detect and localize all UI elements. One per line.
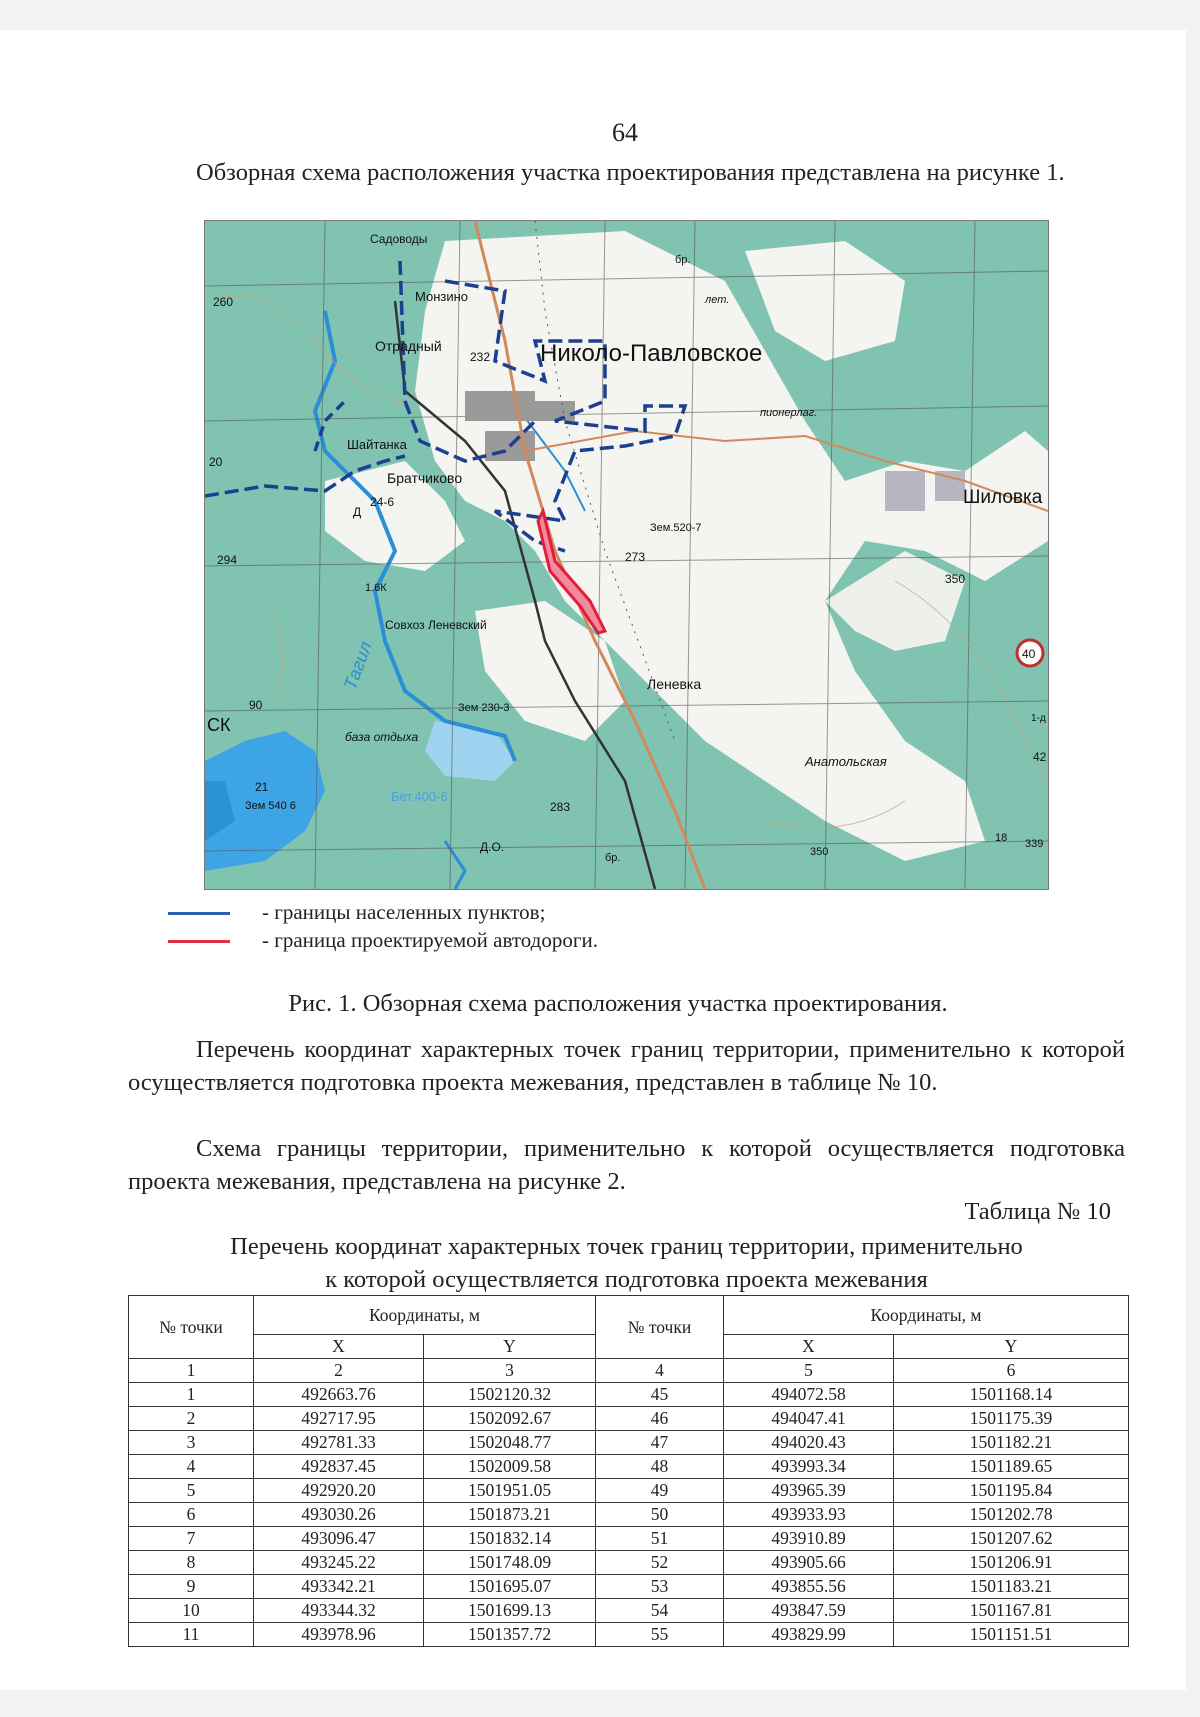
table-cell: 1501151.51 [894,1623,1129,1647]
label-zem2303: Зем 230-3 [458,702,510,714]
document-page [0,30,1186,1690]
table-cell: 493030.26 [254,1503,424,1527]
label-21: 21 [255,780,269,794]
table-cell: 493965.39 [724,1479,894,1503]
table-cell: 1502092.67 [424,1407,596,1431]
table-cell: 52 [596,1551,724,1575]
label-90: 90 [249,698,263,712]
table-cell: 493829.99 [724,1623,894,1647]
label-otradny: Отрадный [375,338,442,354]
table-cell: 9 [129,1575,254,1599]
table-cell: 3 [129,1431,254,1455]
table-cell: 54 [596,1599,724,1623]
label-273: 273 [625,550,646,564]
column-number: 1 [129,1359,254,1383]
table-cell: 6 [129,1503,254,1527]
table-cell: 47 [596,1431,724,1455]
page-number: 64 [612,118,638,147]
table-row [129,1623,1129,1647]
table-cell: 8 [129,1551,254,1575]
header-point-number: № точки [596,1296,724,1359]
intro-paragraph: Обзорная схема расположения участка проектирования представлена на рисунке 1. [196,159,1065,186]
label-shaitanka: Шайтанка [347,437,407,452]
table-cell: 10 [129,1599,254,1623]
table-cell: 1501873.21 [424,1503,596,1527]
label-bp2: бр. [605,852,621,864]
table-cell: 493855.56 [724,1575,894,1599]
coordinates-table-body [129,1383,1129,1647]
paragraph-figure-reference: Схема границы территории, применительно к которой осуществляется подготовка проекта межевания, представлена на рисунке 2. [128,1135,1125,1195]
table-cell: 492717.95 [254,1407,424,1431]
legend-text: - границы населенных пунктов; [262,900,546,924]
label-do: Д.О. [480,840,505,854]
table-cell: 493993.34 [724,1455,894,1479]
table-cell: 1501832.14 [424,1527,596,1551]
label-42: 42 [1033,750,1047,764]
overview-map [204,220,1049,890]
table-cell: 4 [129,1455,254,1479]
label-shilovka: Шиловка [963,487,1043,508]
column-number: 3 [424,1359,596,1383]
table-cell: 11 [129,1623,254,1647]
table-cell: 45 [596,1383,724,1407]
table-cell: 50 [596,1503,724,1527]
header-y: Y [894,1335,1129,1359]
label-246: 24-6 [370,495,395,509]
label-350b: 350 [810,846,829,858]
table-row [129,1551,1129,1575]
table-cell: 51 [596,1527,724,1551]
table-cell: 1501202.78 [894,1503,1129,1527]
paragraph-table-reference: Перечень координат характерных точек границ территории, применительно к которой осуществляется подготовка проекта межевания, представлен в таблице № 10. [128,1036,1125,1096]
header-coordinates: Координаты, м [254,1296,596,1335]
table-row [129,1503,1129,1527]
table-cell: 1501357.72 [424,1623,596,1647]
label-260: 260 [213,295,234,309]
header-x: X [254,1335,424,1359]
label-pionerlag: пионерлаг. [760,407,818,419]
table-cell: 1501207.62 [894,1527,1129,1551]
label-20: 20 [209,455,223,469]
table-cell: 492663.76 [254,1383,424,1407]
label-nikolo-pavlovskoe: Николо-Павловское [540,340,763,367]
table-cell: 492837.45 [254,1455,424,1479]
table-cell: 493344.32 [254,1599,424,1623]
table-cell: 1501182.21 [894,1431,1129,1455]
label-bratchikovo: Братчиково [387,470,463,486]
table-cell: 1501699.13 [424,1599,596,1623]
label-350: 350 [945,572,966,586]
column-number: 6 [894,1359,1129,1383]
table-cell: 55 [596,1623,724,1647]
table-cell: 492781.33 [254,1431,424,1455]
table-title [128,1230,1125,1296]
table-row [129,1383,1129,1407]
label-bp1: бр. [675,254,691,266]
table-row [129,1599,1129,1623]
table-cell: 1501167.81 [894,1599,1129,1623]
legend-text: - граница проектируемой автодороги. [262,928,598,952]
header-x: X [724,1335,894,1359]
label-1d: 1-д [1031,713,1046,724]
table-title-line: к которой осуществляется подготовка проекта межевания [325,1266,928,1293]
figure-caption: Рис. 1. Обзорная схема расположения участка проектирования. [288,990,948,1017]
table-cell: 493910.89 [724,1527,894,1551]
header-point-number: № точки [129,1296,254,1359]
label-monzino: Монзино [415,289,469,304]
table-row [129,1431,1129,1455]
table-cell: 494020.43 [724,1431,894,1455]
label-anatolskaya: Анатольская [805,754,887,769]
table-cell: 1501189.65 [894,1455,1129,1479]
legend-red-line [168,940,230,943]
table-cell: 1502120.32 [424,1383,596,1407]
table-cell: 494072.58 [724,1383,894,1407]
label-zem5406: Зем 540 6 [245,800,296,812]
legend-blue-line [168,912,230,915]
table-cell: 1501195.84 [894,1479,1129,1503]
table-cell: 1501206.91 [894,1551,1129,1575]
table-row [129,1527,1129,1551]
label-baza: база отдыха [345,730,419,744]
table-cell: 1502048.77 [424,1431,596,1455]
table-cell: 493245.22 [254,1551,424,1575]
label-let: лет. [705,294,730,306]
table-cell: 46 [596,1407,724,1431]
label-18: 18 [995,832,1008,844]
table-cell: 49 [596,1479,724,1503]
table-row [129,1455,1129,1479]
label-lenevka: Леневка [647,676,702,692]
column-number-row [129,1359,1129,1383]
label-sk: СК [207,715,231,735]
label-339: 339 [1025,838,1044,850]
coordinates-table [128,1295,1129,1647]
header-coordinates: Координаты, м [724,1296,1129,1335]
table-row [129,1575,1129,1599]
table-cell: 1501695.07 [424,1575,596,1599]
label-283: 283 [550,800,571,814]
table-row [129,1479,1129,1503]
header-y: Y [424,1335,596,1359]
table-label: Таблица № 10 [964,1198,1111,1225]
label-40: 40 [1022,647,1036,661]
table-cell: 1501175.39 [894,1407,1129,1431]
label-232: 232 [470,350,491,364]
label-tagil: Тагил [339,638,376,693]
table-cell: 1502009.58 [424,1455,596,1479]
table-cell: 48 [596,1455,724,1479]
table-cell: 53 [596,1575,724,1599]
label-294: 294 [217,553,238,567]
table-cell: 493847.59 [724,1599,894,1623]
label-d: Д [353,505,362,519]
label-bet4006: Бет.400-6 [391,789,448,804]
table-cell: 5 [129,1479,254,1503]
table-cell: 493978.96 [254,1623,424,1647]
table-title-line: Перечень координат характерных точек границ территории, применительно [230,1233,1023,1260]
table-cell: 1501183.21 [894,1575,1129,1599]
table-cell: 493096.47 [254,1527,424,1551]
column-number: 4 [596,1359,724,1383]
table-cell: 494047.41 [724,1407,894,1431]
table-cell: 493905.66 [724,1551,894,1575]
column-number: 5 [724,1359,894,1383]
table-cell: 7 [129,1527,254,1551]
table-cell: 493933.93 [724,1503,894,1527]
label-zem5207: Зем.520-7 [650,522,702,534]
table-row [129,1407,1129,1431]
table-cell: 492920.20 [254,1479,424,1503]
table-cell: 1501168.14 [894,1383,1129,1407]
table-cell: 1501748.09 [424,1551,596,1575]
label-16k: 1.6К [365,582,387,594]
label-sadovody: Садоводы [370,232,428,246]
column-number: 2 [254,1359,424,1383]
label-sovkhoz: Совхоз Леневский [385,618,487,632]
table-cell: 2 [129,1407,254,1431]
table-cell: 1501951.05 [424,1479,596,1503]
table-cell: 493342.21 [254,1575,424,1599]
table-cell: 1 [129,1383,254,1407]
